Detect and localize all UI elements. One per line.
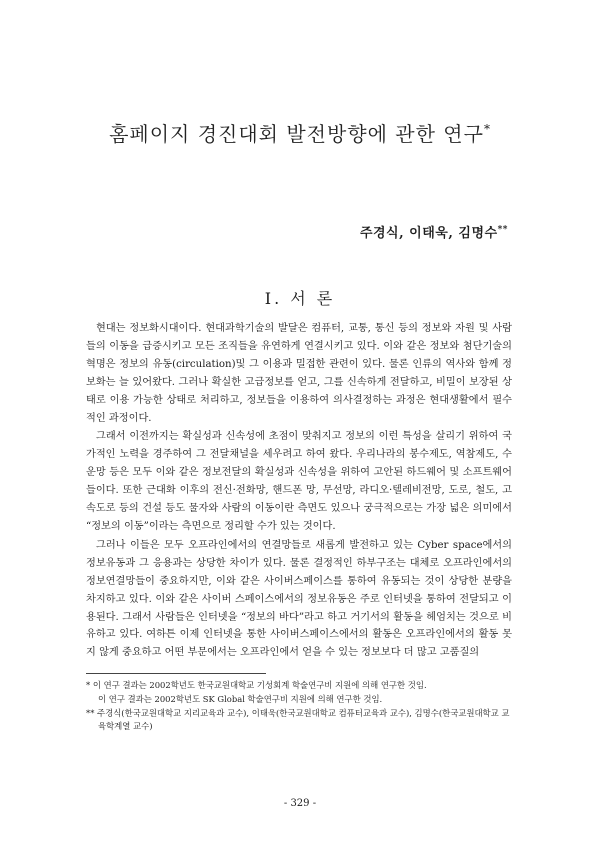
paragraph: 현대는 정보화시대이다. 현대과학기술의 발달은 컴퓨터, 교통, 통신 등의 정보와 자원 및 사람들의 이동을 급증시키고 모든 조직들을 유연하게 연결시키고 있다. 이와 같은 정보와 첨단기술의 혁명은 정보의 유동(circulation)및 그 이용과 밀접한 관련이 있다. 물론 인류의 역사와 함께 정보화는 늘 있어왔다. 그러나 확실한 고급정보를 얻고, 그를 신속하게 전달하고, 비밀이 보장된 상태로 이용 가능한 상태로 처리하고, 정보들을 이용하여 의사결정하는 과정은 현대생활에서 필수적인 과정이다. xyxy=(86,323,512,424)
body-text xyxy=(86,320,512,662)
footnote: * 이 연구 결과는 2002학년도 한국교원대학교 기성회계 학술연구비 지원에 의해 연구한 것임. xyxy=(86,680,427,690)
paragraph: 그러나 이들은 모두 오프라인에서의 연결망들로 새롭게 발전하고 있는 Cyber space에서의 정보유동과 그 응용과는 상당한 차이가 있다. 물론 결정적인 하부구조는 대체로 오프라인에서의 정보연결망들이 중요하지만, 이와 같은 사이버스페이스를 통하여 유동되는 것이 상당한 분량을 차지하고 있다. 이와 같은 사이버 스페이스에서의 정보유동은 주로 인터넷을 통하여 전달되고 이용된다. 그래서 사람들은 인터넷을 “정보의 바다”라고 하고 거기서의 활동을 헤엄치는 것으로 비유하고 있다. 여하튼 이제 인터넷을 통한 사이버스페이스에서의 활동은 오프라인에서의 활동 못지 않게 중요하고 어떤 부문에서는 오프라인에서 얻을 수 있는 정보보다 더 많고 고품질의 xyxy=(86,539,512,659)
paragraph: 그래서 이전까지는 확실성과 신속성에 초점이 맞춰지고 정보의 이런 특성을 살리기 위하여 국가적인 노력을 경주하여 그 전달채널을 세우려고 하여 왔다. 우리나라의 봉수제도, 역참제도, 수운망 등은 모두 이와 같은 정보전달의 확실성과 신속성을 위하여 고안된 하드웨어 및 소프트웨어들이다. 또한 근대화 이후의 전신·전화망, 핸드폰 망, 무선망, 라디오·텔레비전망, 도로, 철도, 고속도로 등의 건설 등도 물자와 사람의 이동이란 측면도 있으나 궁극적으로는 가장 넓은 의미에서 “정보의 이동”이라는 측면으로 정리할 수가 있는 것이다. xyxy=(86,431,512,532)
section-heading: Ⅰ. 서 론 xyxy=(264,289,336,308)
title-footnote-mark: * xyxy=(483,122,491,136)
author-footnote-mark: ** xyxy=(497,225,508,235)
paper-title xyxy=(0,118,600,147)
author-names: 주경식, 이태욱, 김명수 xyxy=(359,226,498,241)
footnote: ** 주경식(한국교원대학교 지리교육과 교수), 이태욱(한국교원대학교 컴퓨터교육과 교수), 김명수(한국교원대학교 교육학계열 교수) xyxy=(86,707,510,732)
author-line xyxy=(360,222,508,241)
page-number: - 329 - xyxy=(283,798,317,809)
paper-title-text: 홈페이지 경진대회 발전방향에 관한 연구 xyxy=(109,122,484,146)
footnote-divider xyxy=(86,673,266,674)
footnotes xyxy=(86,679,516,734)
footnote: 이 연구 결과는 2002학년도 SK Global 학술연구비 지원에 의해 연구한 것임. xyxy=(98,693,383,704)
